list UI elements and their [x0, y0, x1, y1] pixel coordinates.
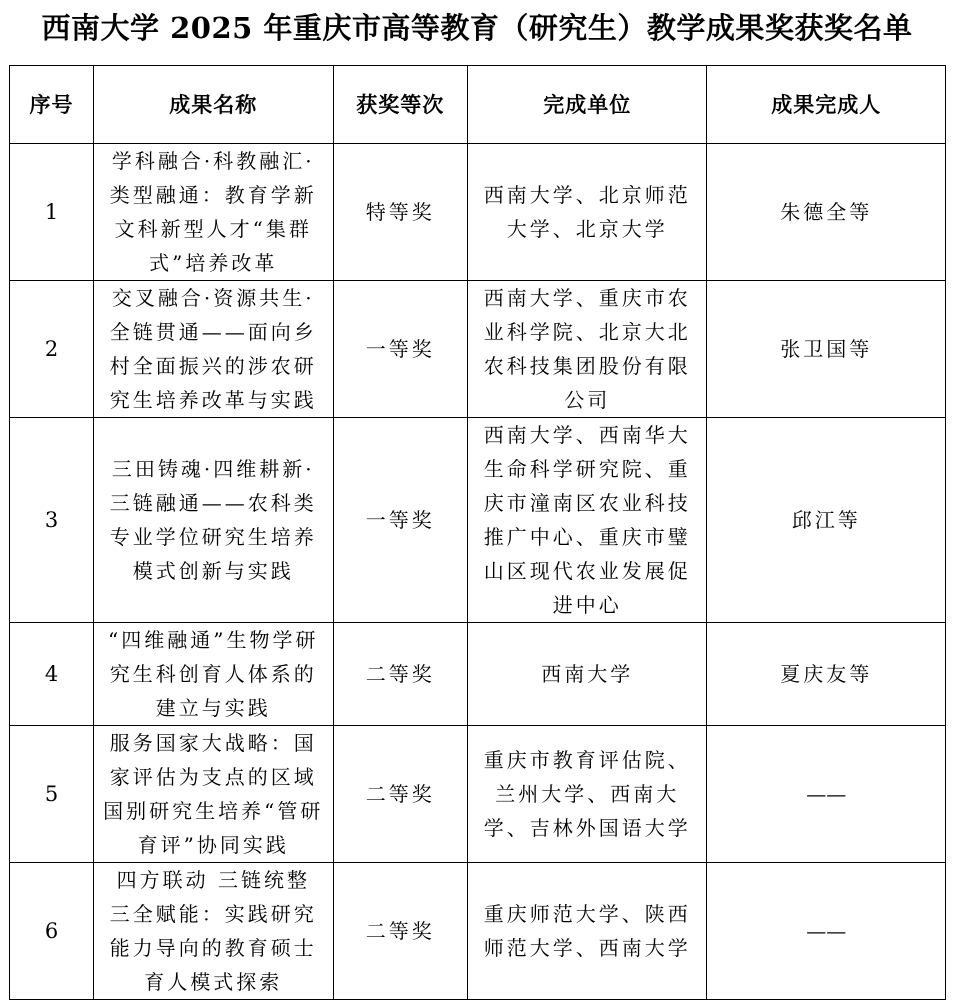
awards-table — [9, 65, 946, 1000]
header-people: 成果完成人 — [707, 66, 946, 144]
header-name: 成果名称 — [94, 66, 334, 144]
row-units: 重庆市教育评估院、兰州大学、西南大学、吉林外国语大学 — [467, 726, 707, 863]
header-units: 完成单位 — [467, 66, 707, 144]
row-people: 邱江等 — [707, 418, 946, 623]
row-people: —— — [707, 726, 946, 863]
table-row — [10, 144, 946, 281]
table-header-row — [10, 66, 946, 144]
row-units: 西南大学、北京师范大学、北京大学 — [467, 144, 707, 281]
table-row — [10, 863, 946, 1000]
row-name: 学科融合·科教融汇·类型融通：教育学新文科新型人才“集群式”培养改革 — [94, 144, 334, 281]
row-level: 一等奖 — [333, 281, 467, 418]
row-no: 1 — [10, 144, 94, 281]
row-units: 西南大学、重庆市农业科学院、北京大北农科技集团股份有限公司 — [467, 281, 707, 418]
row-people: 张卫国等 — [707, 281, 946, 418]
row-units: 西南大学、西南华大生命科学研究院、重庆市潼南区农业科技推广中心、重庆市璧山区现代农业发展促进中心 — [467, 418, 707, 623]
row-level: 二等奖 — [333, 726, 467, 863]
document-title: 西南大学 2025 年重庆市高等教育（研究生）教学成果奖获奖名单 — [41, 11, 913, 45]
table-row — [10, 418, 946, 623]
row-people: 夏庆友等 — [707, 623, 946, 726]
row-name: “四维融通”生物学研究生科创育人体系的建立与实践 — [94, 623, 334, 726]
table-row — [10, 726, 946, 863]
table-row — [10, 281, 946, 418]
row-name: 三田铸魂·四维耕新·三链融通——农科类专业学位研究生培养模式创新与实践 — [94, 418, 334, 623]
row-units: 西南大学 — [467, 623, 707, 726]
row-no: 3 — [10, 418, 94, 623]
row-units: 重庆师范大学、陕西师范大学、西南大学 — [467, 863, 707, 1000]
row-name: 四方联动 三链统整 三全赋能：实践研究能力导向的教育硕士育人模式探索 — [94, 863, 334, 1000]
header-level: 获奖等次 — [333, 66, 467, 144]
row-name: 交叉融合·资源共生·全链贯通——面向乡村全面振兴的涉农研究生培养改革与实践 — [94, 281, 334, 418]
table-row — [10, 623, 946, 726]
row-level: 特等奖 — [333, 144, 467, 281]
row-no: 4 — [10, 623, 94, 726]
row-no: 6 — [10, 863, 94, 1000]
row-people: 朱德全等 — [707, 144, 946, 281]
row-people: —— — [707, 863, 946, 1000]
row-no: 2 — [10, 281, 94, 418]
header-no: 序号 — [10, 66, 94, 144]
row-no: 5 — [10, 726, 94, 863]
row-level: 二等奖 — [333, 623, 467, 726]
row-level: 一等奖 — [333, 418, 467, 623]
row-name: 服务国家大战略：国家评估为支点的区域国别研究生培养“管研育评”协同实践 — [94, 726, 334, 863]
row-level: 二等奖 — [333, 863, 467, 1000]
